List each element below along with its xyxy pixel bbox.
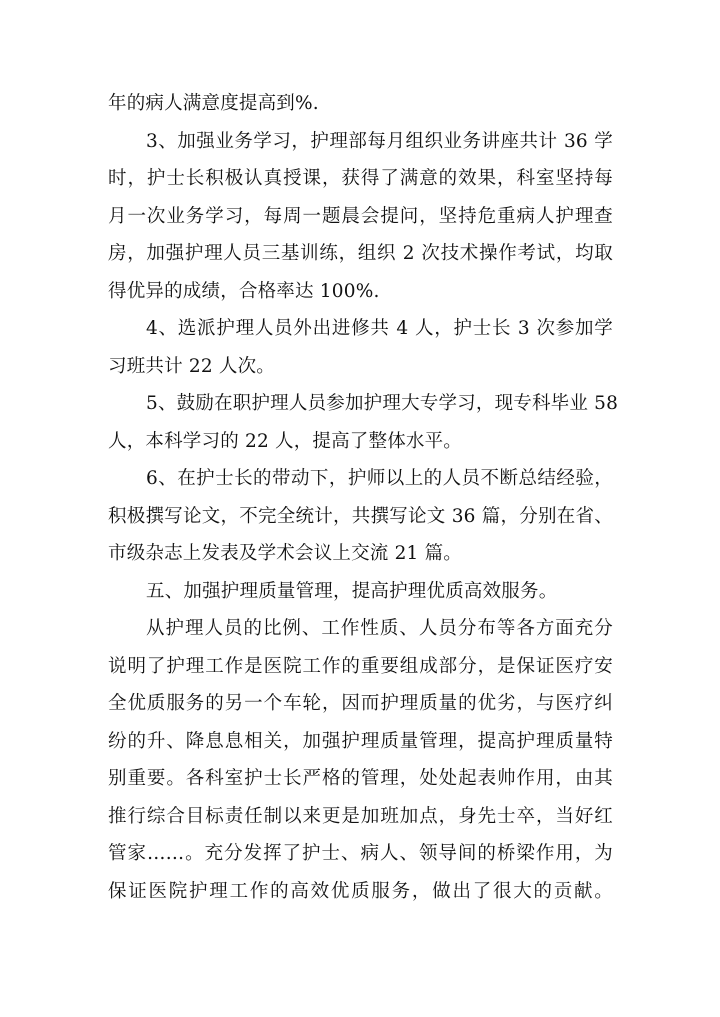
- text-line: 6、在护士长的带动下，护师以上的人员不断总结经验，: [146, 468, 613, 489]
- text-line: 说明了护理工作是医院工作的重要组成部分，是保证医疗安: [108, 655, 613, 677]
- paragraph: [108, 385, 619, 460]
- text-line: 管家……。充分发挥了护士、病人、领导间的桥梁作用，为: [108, 843, 613, 864]
- text-line: 推行综合目标责任制以来更是加班加点，身先士卒，当好红: [108, 805, 613, 827]
- text-line: 时，护士长积极认真授课，获得了满意的效果，科室坚持每: [108, 168, 613, 189]
- paragraph: [108, 123, 613, 311]
- text-line: 年的病人满意度提高到%.: [108, 93, 319, 114]
- text-line: 5、鼓励在职护理人员参加护理大专学习，现专科毕业 58: [146, 393, 619, 414]
- text-line: 房，加强护理人员三基训练，组织 2 次技术操作考试，均取: [108, 243, 613, 264]
- text-line: 积极撰写论文，不完全统计，共撰写论文 36 篇，分别在省、: [108, 505, 613, 527]
- paragraph: [108, 610, 613, 910]
- paragraph: [108, 460, 613, 573]
- text-line: 4、选派护理人员外出进修共 4 人，护士长 3 次参加学: [146, 318, 613, 339]
- text-line: 月一次业务学习，每周一题晨会提问，坚持危重病人护理查: [108, 205, 613, 227]
- text-line: 人，本科学习的 22 人，提高了整体水平。: [108, 430, 463, 452]
- text-line: 保证医院护理工作的高效优质服务，做出了很大的贡献。: [108, 880, 613, 902]
- text-line: 从护理人员的比例、工作性质、人员分布等各方面充分: [146, 618, 613, 639]
- text-line: 得优异的成绩，合格率达 100%.: [108, 280, 380, 302]
- paragraph: [108, 85, 613, 123]
- text-line: 3、加强业务学习，护理部每月组织业务讲座共计 36 学: [146, 130, 613, 152]
- paragraph: [108, 310, 613, 385]
- paragraph: [108, 573, 613, 611]
- text-line: 习班共计 22 人次。: [108, 355, 276, 377]
- text-line: 全优质服务的另一个车轮，因而护理质量的优劣，与医疗纠: [108, 693, 613, 714]
- text-line: 五、加强护理质量管理，提高护理优质高效服务。: [146, 580, 558, 602]
- text-line: 市级杂志上发表及学术会议上交流 21 篇。: [108, 543, 463, 564]
- document-page: [108, 85, 619, 910]
- text-line: 别重要。各科室护士长严格的管理，处处起表帅作用，由其: [108, 768, 613, 789]
- text-line: 纷的升、降息息相关，加强护理质量管理，提高护理质量特: [108, 730, 613, 752]
